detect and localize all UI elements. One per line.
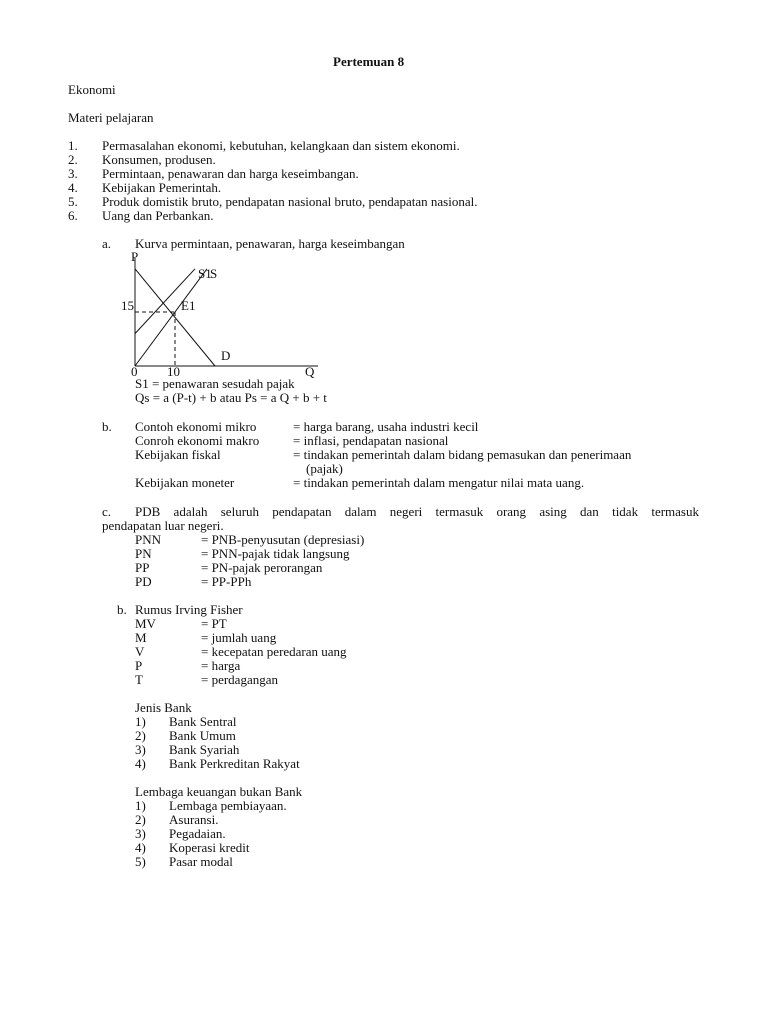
list-item-number: 1.	[68, 138, 78, 153]
section-a-note2: Qs = a (P-t) + b atau Ps = a Q + b + t	[135, 390, 327, 405]
section-c-paragraph-line1: PDB adalah seluruh pendapatan dalam negeri termasuk orang asing dan tidak termasuk	[135, 504, 699, 519]
list-item: Pasar modal	[169, 854, 233, 869]
list-item: Bank Syariah	[169, 742, 240, 757]
curve-d	[135, 269, 215, 366]
list-item: Bank Perkreditan Rakyat	[169, 756, 300, 771]
list-item-number: 5.	[68, 194, 78, 209]
definition-term: PN	[135, 546, 152, 561]
section-c-letter: c.	[102, 504, 112, 519]
definition-term: PNN	[135, 532, 162, 547]
list-item: Pegadaian.	[169, 826, 226, 841]
section-a-heading: Kurva permintaan, penawaran, harga keseimbangan	[135, 236, 405, 251]
definition-value: = PT	[201, 616, 227, 631]
list-item-number: 4)	[135, 840, 146, 855]
list-item-number: 2)	[135, 728, 146, 743]
section-b2-heading: Rumus Irving Fisher	[135, 602, 243, 617]
list-item: Koperasi kredit	[169, 840, 250, 855]
definition-value: = PNN-pajak tidak langsung	[201, 546, 350, 561]
definition-value: = tindakan pemerintah dalam bidang pemasukan dan penerimaan	[293, 447, 632, 462]
x-axis-label: Q	[305, 364, 315, 378]
list-item: Permasalahan ekonomi, kebutuhan, kelangkaan dan sistem ekonomi.	[102, 138, 460, 153]
definition-value: = inflasi, pendapatan nasional	[293, 433, 449, 448]
y-tick-label: 15	[121, 298, 134, 313]
origin-label: 0	[131, 364, 138, 378]
list-item-number: 1)	[135, 714, 146, 729]
definition-term: PD	[135, 574, 152, 589]
list-item: Konsumen, produsen.	[102, 152, 216, 167]
subject-label: Ekonomi	[68, 82, 116, 97]
definition-term: Contoh ekonomi mikro	[135, 419, 257, 434]
definition-term: Kebijakan moneter	[135, 475, 235, 490]
list-item: Kebijakan Pemerintah.	[102, 180, 222, 195]
definition-value: = kecepatan peredaran uang	[201, 644, 347, 659]
list-item-number: 4.	[68, 180, 78, 195]
page-title: Pertemuan 8	[333, 54, 405, 69]
definition-term: M	[135, 630, 147, 645]
x-tick-label: 10	[167, 364, 180, 378]
list-item: Bank Sentral	[169, 714, 237, 729]
lembaga-heading: Lembaga keuangan bukan Bank	[135, 784, 303, 799]
definition-term: MV	[135, 616, 156, 631]
section-a-letter: a.	[102, 236, 112, 251]
definition-value: = harga	[201, 658, 241, 673]
section-c-paragraph-line2: pendapatan luar negeri.	[102, 518, 224, 533]
definition-term: P	[135, 658, 143, 673]
definition-value: = PNB-penyusutan (depresiasi)	[201, 532, 365, 547]
list-item: Bank Umum	[169, 728, 236, 743]
definition-value-continued: (pajak)	[306, 461, 343, 476]
y-axis-label: P	[131, 249, 139, 264]
list-item-number: 2)	[135, 812, 146, 827]
list-item: Lembaga pembiayaan.	[169, 798, 287, 813]
curve-label-d: D	[221, 348, 231, 363]
definition-value: = perdagangan	[201, 672, 278, 687]
list-item-number: 3.	[68, 166, 78, 181]
materi-heading: Materi pelajaran	[68, 110, 154, 125]
section-b1-letter: b.	[102, 419, 112, 434]
curve-label-s: S	[210, 265, 218, 281]
definition-value: = PP-PPh	[201, 574, 252, 589]
section-b2-letter: b.	[117, 602, 127, 617]
list-item: Produk domistik bruto, pendapatan nasional bruto, pendapatan nasional.	[102, 194, 478, 209]
definition-value: = tindakan pemerintah dalam mengatur nilai mata uang.	[293, 475, 585, 490]
curve-s	[135, 269, 207, 366]
list-item-number: 2.	[68, 152, 78, 167]
list-item-number: 6.	[68, 208, 78, 223]
equilibrium-label: E1	[181, 298, 196, 313]
definition-value: = jumlah uang	[201, 630, 277, 645]
supply-demand-chart	[110, 248, 330, 378]
definition-value: = harga barang, usaha industri kecil	[293, 419, 479, 434]
list-item-number: 1)	[135, 798, 146, 813]
list-item-number: 3)	[135, 826, 146, 841]
curve-label-s1: S1	[198, 265, 212, 281]
list-item-number: 4)	[135, 756, 146, 771]
list-item: Uang dan Perbankan.	[102, 208, 214, 223]
definition-term: V	[135, 644, 145, 659]
list-item-number: 3)	[135, 742, 146, 757]
list-item: Permintaan, penawaran dan harga keseimbangan.	[102, 166, 359, 181]
definition-term: Conroh ekonomi makro	[135, 433, 260, 448]
definition-term: PP	[135, 560, 150, 575]
definition-term: T	[135, 672, 143, 687]
jenis-bank-heading: Jenis Bank	[135, 700, 192, 715]
list-item-number: 5)	[135, 854, 146, 869]
definition-term: Kebijakan fiskal	[135, 447, 221, 462]
list-item: Asuransi.	[169, 812, 219, 827]
section-a-note1: S1 = penawaran sesudah pajak	[135, 376, 295, 391]
definition-value: = PN-pajak perorangan	[201, 560, 323, 575]
